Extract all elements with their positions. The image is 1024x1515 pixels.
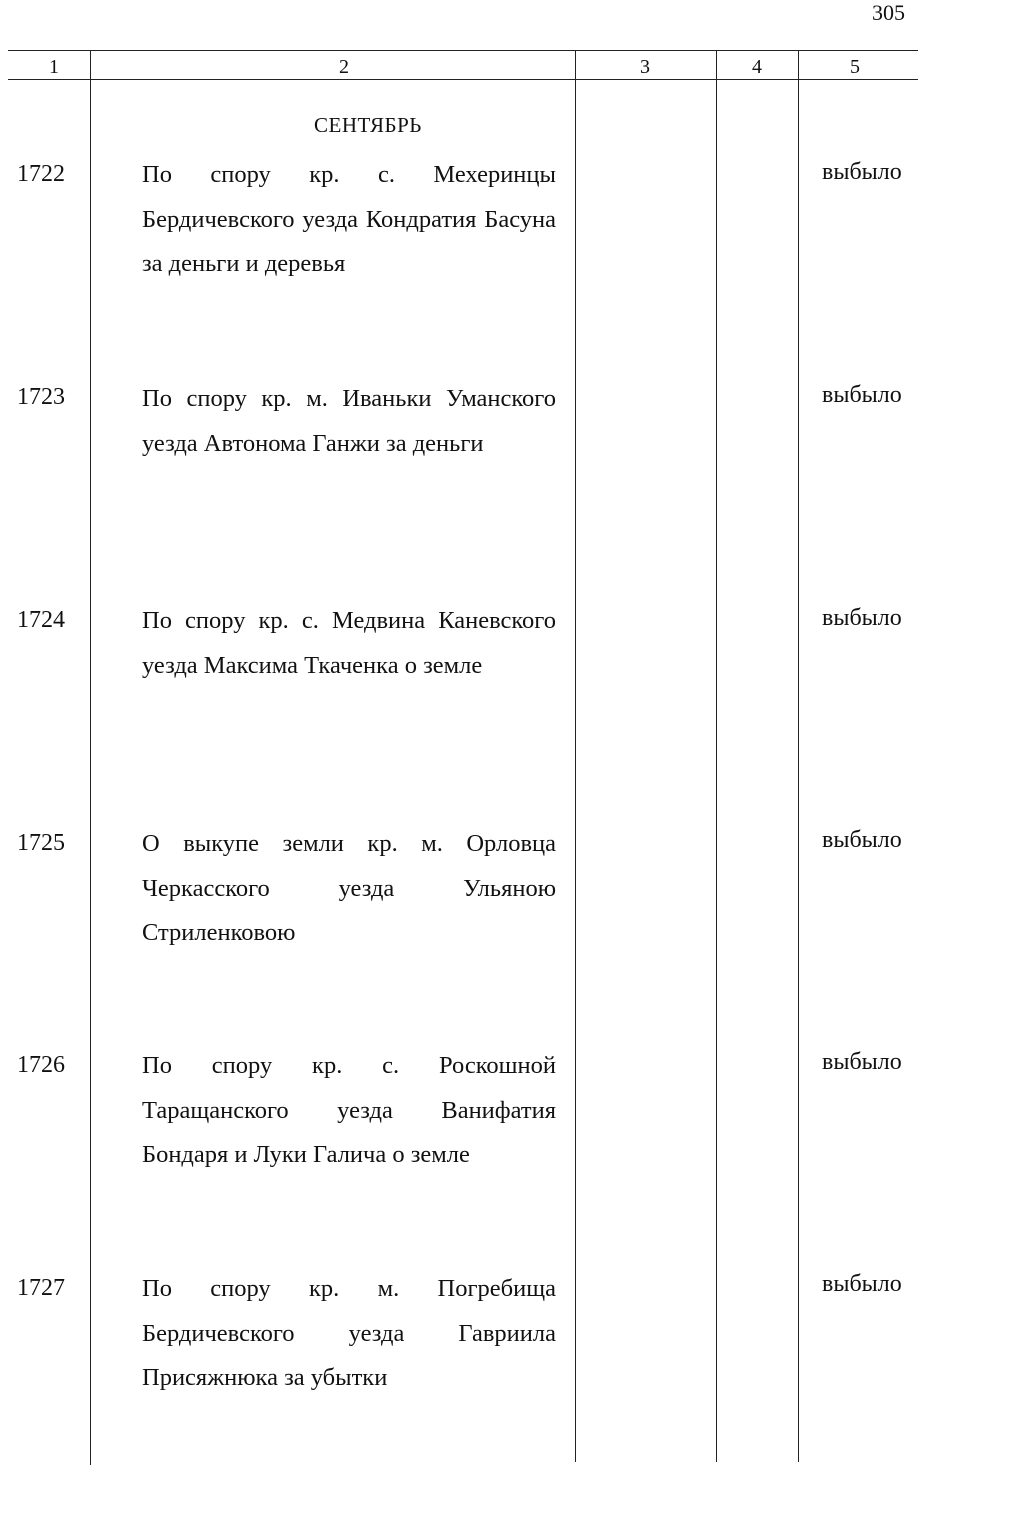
column-divider xyxy=(716,50,717,1462)
case-description: По спору кр. с. Мехеринцы Бердичевского уезда Кондратия Басуна за деньги и деревья xyxy=(142,161,556,278)
case-status: выбыло xyxy=(822,1271,902,1297)
case-description: По спору кр. м. Иваньки Уманского уезда Автонома Ганжи за деньги xyxy=(142,385,556,457)
case-status: выбыло xyxy=(822,605,902,631)
case-number: 1724 xyxy=(17,607,65,633)
header-bottom-rule xyxy=(8,79,918,80)
column-header: 4 xyxy=(752,56,762,78)
case-number: 1725 xyxy=(17,830,65,856)
column-header: 5 xyxy=(850,56,860,78)
column-header: 3 xyxy=(640,56,650,78)
page-number: 305 xyxy=(872,0,905,25)
column-header: 1 xyxy=(49,56,59,78)
column-divider xyxy=(575,50,576,1462)
column-divider xyxy=(798,50,799,1462)
case-description: По спору кр. с. Роскошной Таращанского уезда Ванифатия Бондаря и Луки Галича о земле xyxy=(142,1052,556,1169)
section-title: СЕНТЯБРЬ xyxy=(314,113,422,137)
case-status: выбыло xyxy=(822,1049,902,1075)
column-divider xyxy=(90,50,91,1465)
table-top-rule xyxy=(8,50,918,51)
case-number: 1722 xyxy=(17,161,65,187)
case-description: По спору кр. м. Погребища Бердичевского уезда Гавриила Присяжнюка за убытки xyxy=(142,1275,556,1392)
case-description: О выкупе земли кр. м. Орловца Черкасского уезда Ульяною Стриленковою xyxy=(142,830,556,947)
case-number: 1726 xyxy=(17,1052,65,1078)
case-description: По спору кр. с. Медвина Каневского уезда Максима Ткаченка о земле xyxy=(142,607,556,679)
column-header: 2 xyxy=(339,56,349,78)
case-status: выбыло xyxy=(822,827,902,853)
case-number: 1727 xyxy=(17,1275,65,1301)
case-status: выбыло xyxy=(822,382,902,408)
case-status: выбыло xyxy=(822,159,902,185)
case-number: 1723 xyxy=(17,384,65,410)
